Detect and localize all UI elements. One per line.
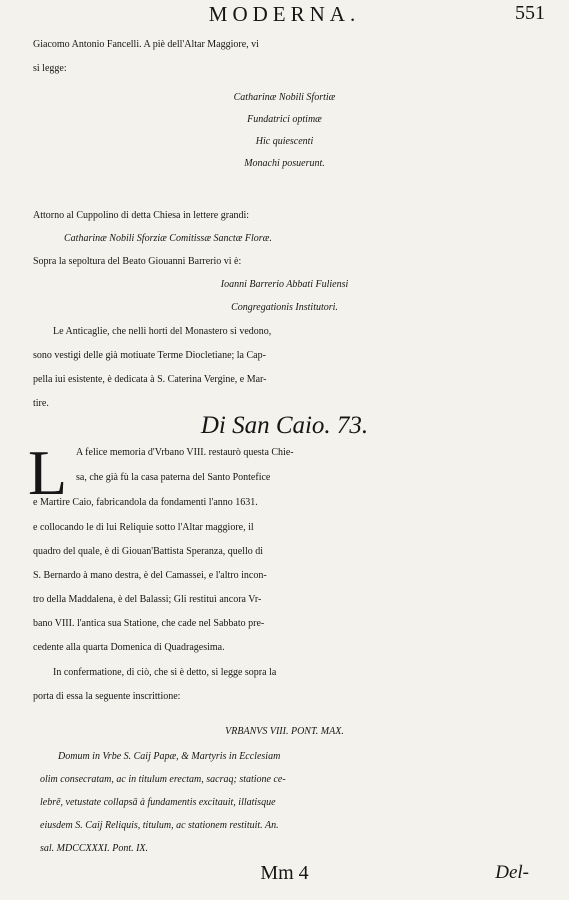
inscription-line: sal. MDCCXXXI. Pont. IX. — [40, 843, 149, 854]
catchword: Del- — [495, 862, 529, 883]
text-line: A felice memoria d'Vrbano VIII. restaurò questa Chie- — [76, 447, 294, 458]
inscription-title: VRBANVS VIII. PONT. MAX. — [225, 726, 344, 737]
text-line: cedente alla quarta Domenica di Quadragesima. — [33, 642, 225, 653]
text-line: pella iui esistente, è dedicata à S. Caterina Vergine, e Mar- — [33, 374, 267, 385]
section-heading: Di San Caio. 73. — [200, 412, 369, 439]
text-line: bano VIII. l'antica sua Statione, che cade nel Sabbato pre- — [33, 618, 265, 629]
drop-cap: L — [28, 437, 68, 508]
inscription-line: Catharinæ Nobili Sforziæ Comitissæ Sanctæ Floræ. — [64, 233, 272, 244]
text-line: porta di essa la seguente inscrittione: — [33, 691, 181, 702]
text-line: S. Bernardo à mano destra, è del Camassei, e l'altro incon- — [33, 570, 267, 581]
inscription-line: Catharinæ Nobili Sfortiæ — [233, 92, 336, 103]
inscription-line: Hic quiescenti — [255, 136, 314, 147]
text-line: Le Anticaglie, che nelli horti del Monastero si vedono, — [53, 326, 272, 337]
page-number: 551 — [515, 2, 545, 24]
inscription-line: Monachi posuerunt. — [244, 158, 325, 169]
inscription-line: olim consecratam, ac in titulum erectam, sacraq; statione ce- — [40, 774, 286, 785]
text-line: sa, che già fù la casa paterna del Santo Pontefice — [76, 472, 271, 483]
text-line: tro della Maddalena, è del Balassi; Gli restituì ancora Vr- — [33, 594, 262, 605]
text-line: sono vestigi delle già motiuate Terme Diocletiane; la Cap- — [33, 350, 266, 361]
inscription-line: lebrē, vetustate collapsā à fundamentis excitauit, illatisque — [40, 797, 276, 808]
text-line: si legge: — [33, 63, 67, 74]
inscription-line: Ioanni Barrerio Abbati Fuliensi — [220, 279, 349, 290]
inscription-line: eiusdem S. Caij Reliquis, titulum, ac stationem restituit. An. — [40, 820, 279, 831]
inscription-line: Fundatrici optimæ — [247, 114, 322, 125]
text-line: Sopra la sepoltura del Beato Giouanni Barrerio vi è: — [33, 256, 242, 267]
text-line: e collocando le di lui Reliquie sotto l'Altar maggiore, il — [33, 522, 254, 533]
text-line: e Martire Caio, fabricandola da fondamenti l'anno 1631. — [33, 497, 258, 508]
inscription-line: Domum in Vrbe S. Caij Papæ, & Martyris in Ecclesiam — [58, 751, 281, 762]
text-line: tire. — [33, 398, 49, 409]
text-line: Attorno al Cuppolino di detta Chiesa in lettere grandi: — [33, 210, 250, 221]
signature-mark: Mm 4 — [260, 862, 309, 884]
text-line: quadro del quale, è di Giouan'Battista Speranza, quello di — [33, 546, 264, 557]
inscription-line: Congregationis Institutori. — [231, 302, 338, 313]
text-line: Giacomo Antonio Fancelli. A piè dell'Altar Maggiore, vi — [33, 39, 259, 50]
text-line: In confermatione, di ciò, che si è detto, si legge sopra la — [53, 667, 277, 678]
running-head: MODERNA. — [208, 2, 361, 26]
